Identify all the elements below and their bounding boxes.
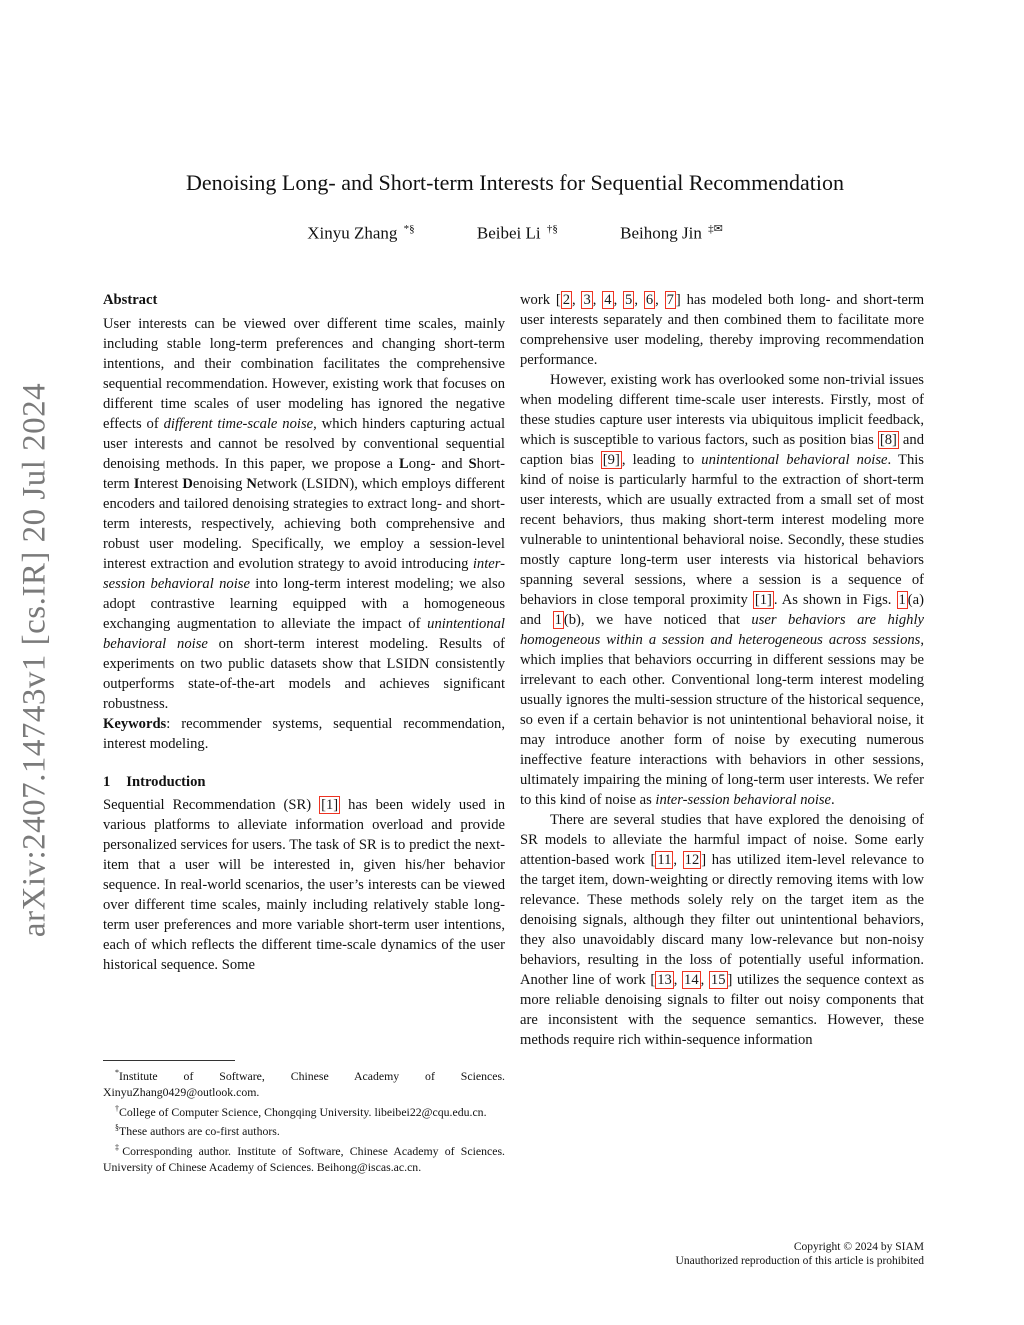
author-affiliation-mark: †§	[546, 223, 558, 235]
emphasis: different time-scale noise	[163, 416, 314, 432]
author-name: Beihong Jin	[620, 223, 702, 243]
introduction-paragraph: Sequential Recommendation (SR) [1] has been widely used in various platforms to alleviate information overload and provide personalized services for users. The task of SR is to predict the next-item that a user will be interested in, given his/her behavior sequence. In real-world scenarios, the user’s interests can be viewed over different time scales, mainly including relatively stable long-term user preferences and more variable short-term user intentions, each of which reflects the different time-scale dynamics of the user historical sequence. Some	[103, 797, 505, 973]
left-column	[103, 290, 505, 975]
arxiv-side-stamp	[0, 370, 70, 950]
footnote: †College of Computer Science, Chongqing University. libeibei22@cqu.edu.cn.	[115, 1103, 487, 1119]
author-affiliation-mark: *§	[403, 223, 415, 235]
footnote: ‡Corresponding author. Institute of Software, Chinese Academy of Sciences. University of Chinese Academy of Sciences. Beihong@iscas.ac.cn.	[103, 1142, 505, 1175]
citation-link[interactable]: [1]	[321, 797, 339, 813]
footnote: *Institute of Software, Chinese Academy of Sciences. XinyuZhang0429@outlook.com.	[103, 1068, 505, 1100]
author-affiliation-mark: ‡✉	[708, 223, 723, 235]
citation-link[interactable]: 5	[625, 292, 633, 308]
keywords-label: Keywords	[103, 716, 167, 732]
citation-link[interactable]: 15	[710, 972, 726, 988]
author	[620, 222, 723, 244]
citation-link[interactable]: 12	[684, 852, 700, 868]
citation-link[interactable]: 6	[645, 292, 654, 308]
emphasis: user behaviors are highly homogeneous within a session and heterogeneous across sessions	[520, 612, 924, 648]
footnote: §These authors are co-first authors.	[115, 1123, 280, 1139]
abstract-body: User interests can be viewed over different time scales, mainly including stable long-term preferences and changing short-term intentions, and their combination facilitates the comprehensive sequential recommendation. However, existing work that focuses on different time scales of user modeling has ignored the negative effects of different time-scale noise, which hinders capturing actual user interests and cannot be resolved by conventional sequential denoising methods. In this paper, we propose a Long- and Short-term Interest Denoising Network (LSIDN), which employs different encoders and tailored denoising strategies to extract long- and short-term interests, respectively, achieving both comprehensive and robust user modeling. Specifically, we employ a session-level interest extraction and evolution strategy to avoid introducing inter-session behavioral noise into long-term interest modeling; we also adopt contrastive learning equipped with a homogeneous exchanging augmentation to alleviate the impact of unintentional behavioral noise on short-term interest modeling. Results of experiments on two public datasets show that LSIDN consistently outperforms state-of-the-art models and achieves significant robustness.	[103, 316, 506, 712]
citation-link[interactable]: 3	[583, 292, 591, 308]
author-name: Xinyu Zhang	[307, 223, 398, 243]
author-list	[100, 222, 930, 244]
citation-link[interactable]: 13	[657, 972, 672, 988]
citation-group: [ 11 , 12 ]	[650, 852, 707, 868]
reproduction-notice: Unauthorized reproduction of this article is prohibited	[675, 1255, 924, 1267]
emphasis: unintentional behavioral noise	[103, 616, 505, 652]
emphasis: unintentional behavioral noise	[701, 452, 888, 468]
citation-link[interactable]: 7	[666, 292, 674, 308]
citation-link[interactable]: [8]	[879, 432, 897, 448]
arxiv-identifier: arXiv:2407.14743v1 [cs.IR] 20 Jul 2024	[16, 382, 53, 938]
citation-link[interactable]: 14	[684, 972, 699, 988]
citation-link[interactable]: 11	[657, 852, 672, 868]
citation-group: [ 2 , 3 , 4 , 5 , 6 , 7 ]	[555, 292, 681, 308]
emphasis: inter-session behavioral noise	[103, 556, 505, 592]
footnotes	[103, 1060, 505, 1176]
paper-title: Denoising Long- and Short-term Interests for Sequential Recommendation	[185, 170, 844, 195]
body-paragraph: There are several studies that have explored the denoising of SR models to alleviate the harmful impact of noise. Some early attention-based work [ 11 , 12 ] has utilized item-level relevance to the target item, down-weighting or directly removing items with low relevance. These methods solely rely on the target item as the denoising signals, although they filter out unintentional behaviors, they also unavoidably discard many low-relevance but non-noisy behaviors, resulting in the loss of potentially useful information. Another line of work [ 13 , 14 , 15 ] utilizes the sequence context as more reliable denoising signals to filter out noisy components that are inconsistent with the sequence semantics. However, these methods require rich within-sequence information	[520, 812, 925, 1048]
citation-group: [ 13 , 14 , 15 ]	[650, 972, 733, 988]
author-name: Beibei Li	[476, 223, 541, 243]
citation-link[interactable]: 4	[604, 292, 612, 308]
copyright-notice	[676, 1240, 924, 1268]
citation-link[interactable]: [1]	[754, 592, 772, 608]
section-heading-introduction: 1 Introduction	[103, 774, 206, 790]
author	[477, 223, 558, 244]
abstract-heading: Abstract	[103, 292, 158, 308]
emphasis: inter-session behavioral noise	[655, 792, 832, 808]
right-column	[520, 290, 924, 1050]
author	[307, 223, 414, 244]
citation-link[interactable]: [9]	[602, 452, 620, 468]
body-paragraph: However, existing work has overlooked some non-trivial issues when modeling different time-scale user interests. Firstly, most of these studies capture user interests via ubiquitous implicit feedback, which is susceptible to various factors, such as position bias [8] and caption bias [9] , leading to unintentional behavioral noise. This kind of noise is particularly harmful to the extraction of short-term user interests, which are usually extracted from a small set of most recent behaviors, thus making short-term interest modeling more vulnerable to unintentional behavioral noise. Secondly, these studies mostly capture long-term user interests via historical behaviors spanning several sessions, where a session is a sequence of behaviors in close temporal proximity [1] . As shown in Figs. 1 (a) and 1 (b), we have noticed that user behaviors are highly homogeneous within a session and heterogeneous across sessions, which implies that behaviors occurring in different sessions may be irrelevant to each other. Conventional long-term interest modeling usually ignores the multi-session structure of the historical sequence, so even if a certain behavior is not unintentional behavioral noise, it may introduce another form of noise by executing numerous ineffective feature interactions with behaviors in other sessions, ultimately impairing the mining of long-term user interests. We refer to this kind of noise as inter-session behavioral noise.	[520, 372, 924, 808]
citation-link[interactable]: 2	[562, 292, 570, 308]
figure-link[interactable]: 1	[898, 592, 906, 608]
copyright-line: Copyright © 2024 by SIAM	[793, 1241, 924, 1253]
keywords: Keywords: recommender systems, sequential recommendation, interest modeling.	[103, 716, 505, 752]
body-paragraph: work [ 2 , 3 , 4 , 5 , 6 , 7 ] has modeled both long- and short-term user interests separately and then combined them to facilitate more comprehensive user modeling, thereby improving recommendation performance.	[520, 292, 925, 368]
figure-link[interactable]: 1	[554, 612, 562, 628]
footnote-rule	[103, 1060, 235, 1061]
